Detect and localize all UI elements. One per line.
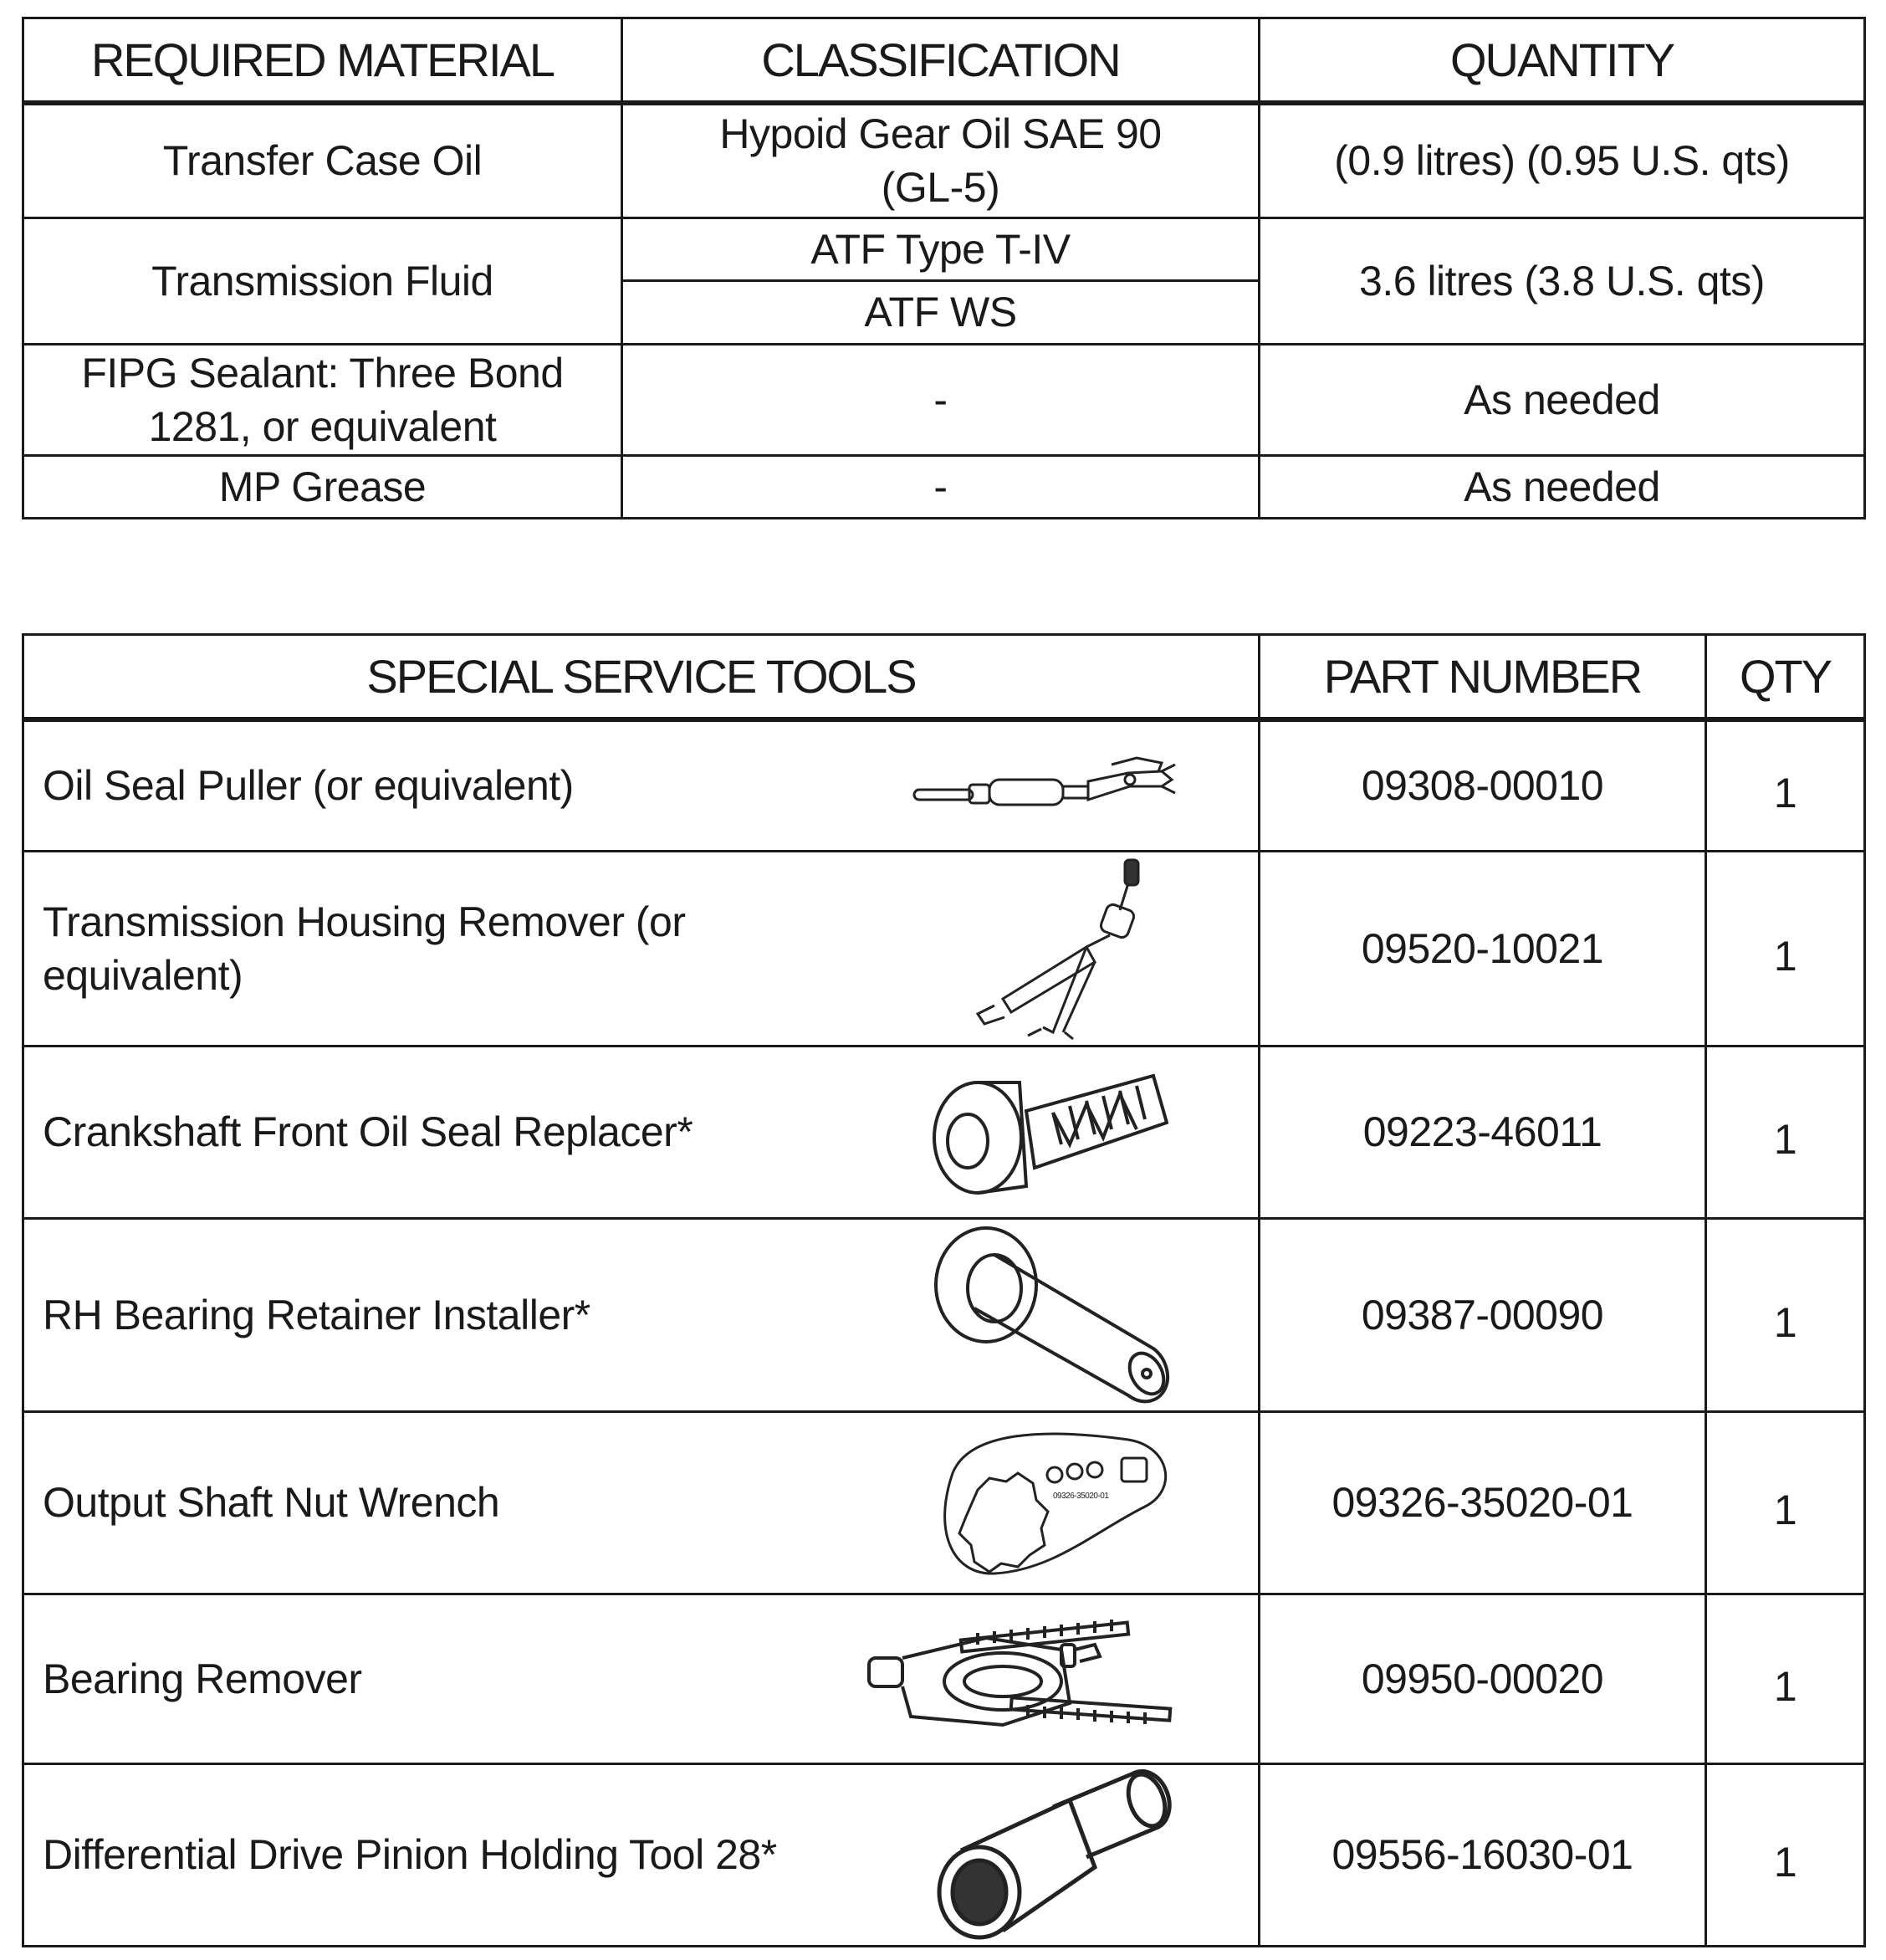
tool-name-cell [23,719,1260,851]
tool-name: Crankshaft Front Oil Seal Replacer* [43,1108,693,1155]
housing-remover-icon [961,857,1178,1041]
pinion-holding-tool-icon [928,1767,1178,1942]
material-line: 1281, or equivalent [148,402,497,450]
tool-name-cell [23,1411,1260,1594]
tool-name: Output Shaft Nut Wrench [43,1479,500,1526]
part-number: 09387-00090 [1260,1218,1706,1411]
material-classification: ATF Type T-IV [622,217,1260,280]
header-part-number: PART NUMBER [1260,635,1706,720]
table-row [23,1594,1865,1763]
table-row [23,1411,1865,1594]
table-row [23,1046,1865,1218]
material-name: MP Grease [23,455,622,518]
part-number: 09556-16030-01 [1260,1763,1706,1946]
table-row [23,851,1865,1046]
part-number: 09223-46011 [1260,1046,1706,1218]
header-qty: QTY [1706,635,1865,720]
part-number: 09308-00010 [1260,719,1706,851]
table-row [23,217,1865,280]
tool-qty: 1 [1706,1763,1865,1946]
material-line: FIPG Sealant: Three Bond [81,349,564,397]
tool-name: Differential Drive Pinion Holding Tool 28* [43,1831,777,1878]
tool-qty: 1 [1706,1594,1865,1763]
material-quantity: As needed [1260,455,1865,518]
tool-qty: 1 [1706,1046,1865,1218]
bearing-remover-icon [861,1616,1178,1742]
tool-name-cell [23,1594,1260,1763]
tool-qty: 1 [1706,1411,1865,1594]
special-service-tools-table [22,633,1866,1947]
header-special-service-tools: SPECIAL SERVICE TOOLS [23,635,1260,720]
table-row [23,1218,1865,1411]
table-row [23,1763,1865,1946]
material-name: Transmission Fluid [23,217,622,344]
part-number: 09520-10021 [1260,851,1706,1046]
wrench-stamp: 09326-35020-01 [1053,1492,1109,1501]
tool-name: Transmission Housing Remover (or equivalent) [43,898,686,999]
material-classification: - [622,344,1260,455]
part-number: 09950-00020 [1260,1594,1706,1763]
tool-name: RH Bearing Retainer Installer* [43,1291,590,1338]
header-quantity: QUANTITY [1260,18,1865,104]
tool-name-cell [23,1218,1260,1411]
tool-qty: 1 [1706,1218,1865,1411]
seal-replacer-icon [928,1061,1178,1203]
part-number: 09326-35020-01 [1260,1411,1706,1594]
material-quantity: 3.6 litres (3.8 U.S. qts) [1260,217,1865,344]
material-quantity: As needed [1260,344,1865,455]
material-quantity: (0.9 litres) (0.95 U.S. qts) [1260,103,1865,217]
oil-seal-puller-icon [911,748,1178,823]
material-classification: ATF WS [622,280,1260,344]
table-header-row [23,635,1865,720]
table-row [23,344,1865,455]
classification-line: Hypoid Gear Oil SAE 90 [719,110,1162,158]
header-required-material: REQUIRED MATERIAL [23,18,622,104]
tool-name-cell [23,1763,1260,1946]
tool-name-cell [23,1046,1260,1218]
required-material-table [22,17,1866,519]
table-row [23,103,1865,217]
retainer-installer-icon [928,1223,1178,1407]
tool-name: Oil Seal Puller (or equivalent) [43,762,574,810]
tool-qty: 1 [1706,851,1865,1046]
tool-qty: 1 [1706,719,1865,851]
header-classification: CLASSIFICATION [622,18,1260,104]
table-header-row [23,18,1865,104]
classification-line: (GL-5) [881,164,1000,212]
tool-name: Bearing Remover [43,1655,362,1702]
material-classification: - [622,455,1260,518]
table-row [23,719,1865,851]
material-name [23,344,622,455]
material-classification [622,103,1260,217]
tool-name-cell [23,851,1260,1046]
table-row [23,455,1865,518]
material-name: Transfer Case Oil [23,103,622,217]
nut-wrench-icon [928,1423,1178,1582]
